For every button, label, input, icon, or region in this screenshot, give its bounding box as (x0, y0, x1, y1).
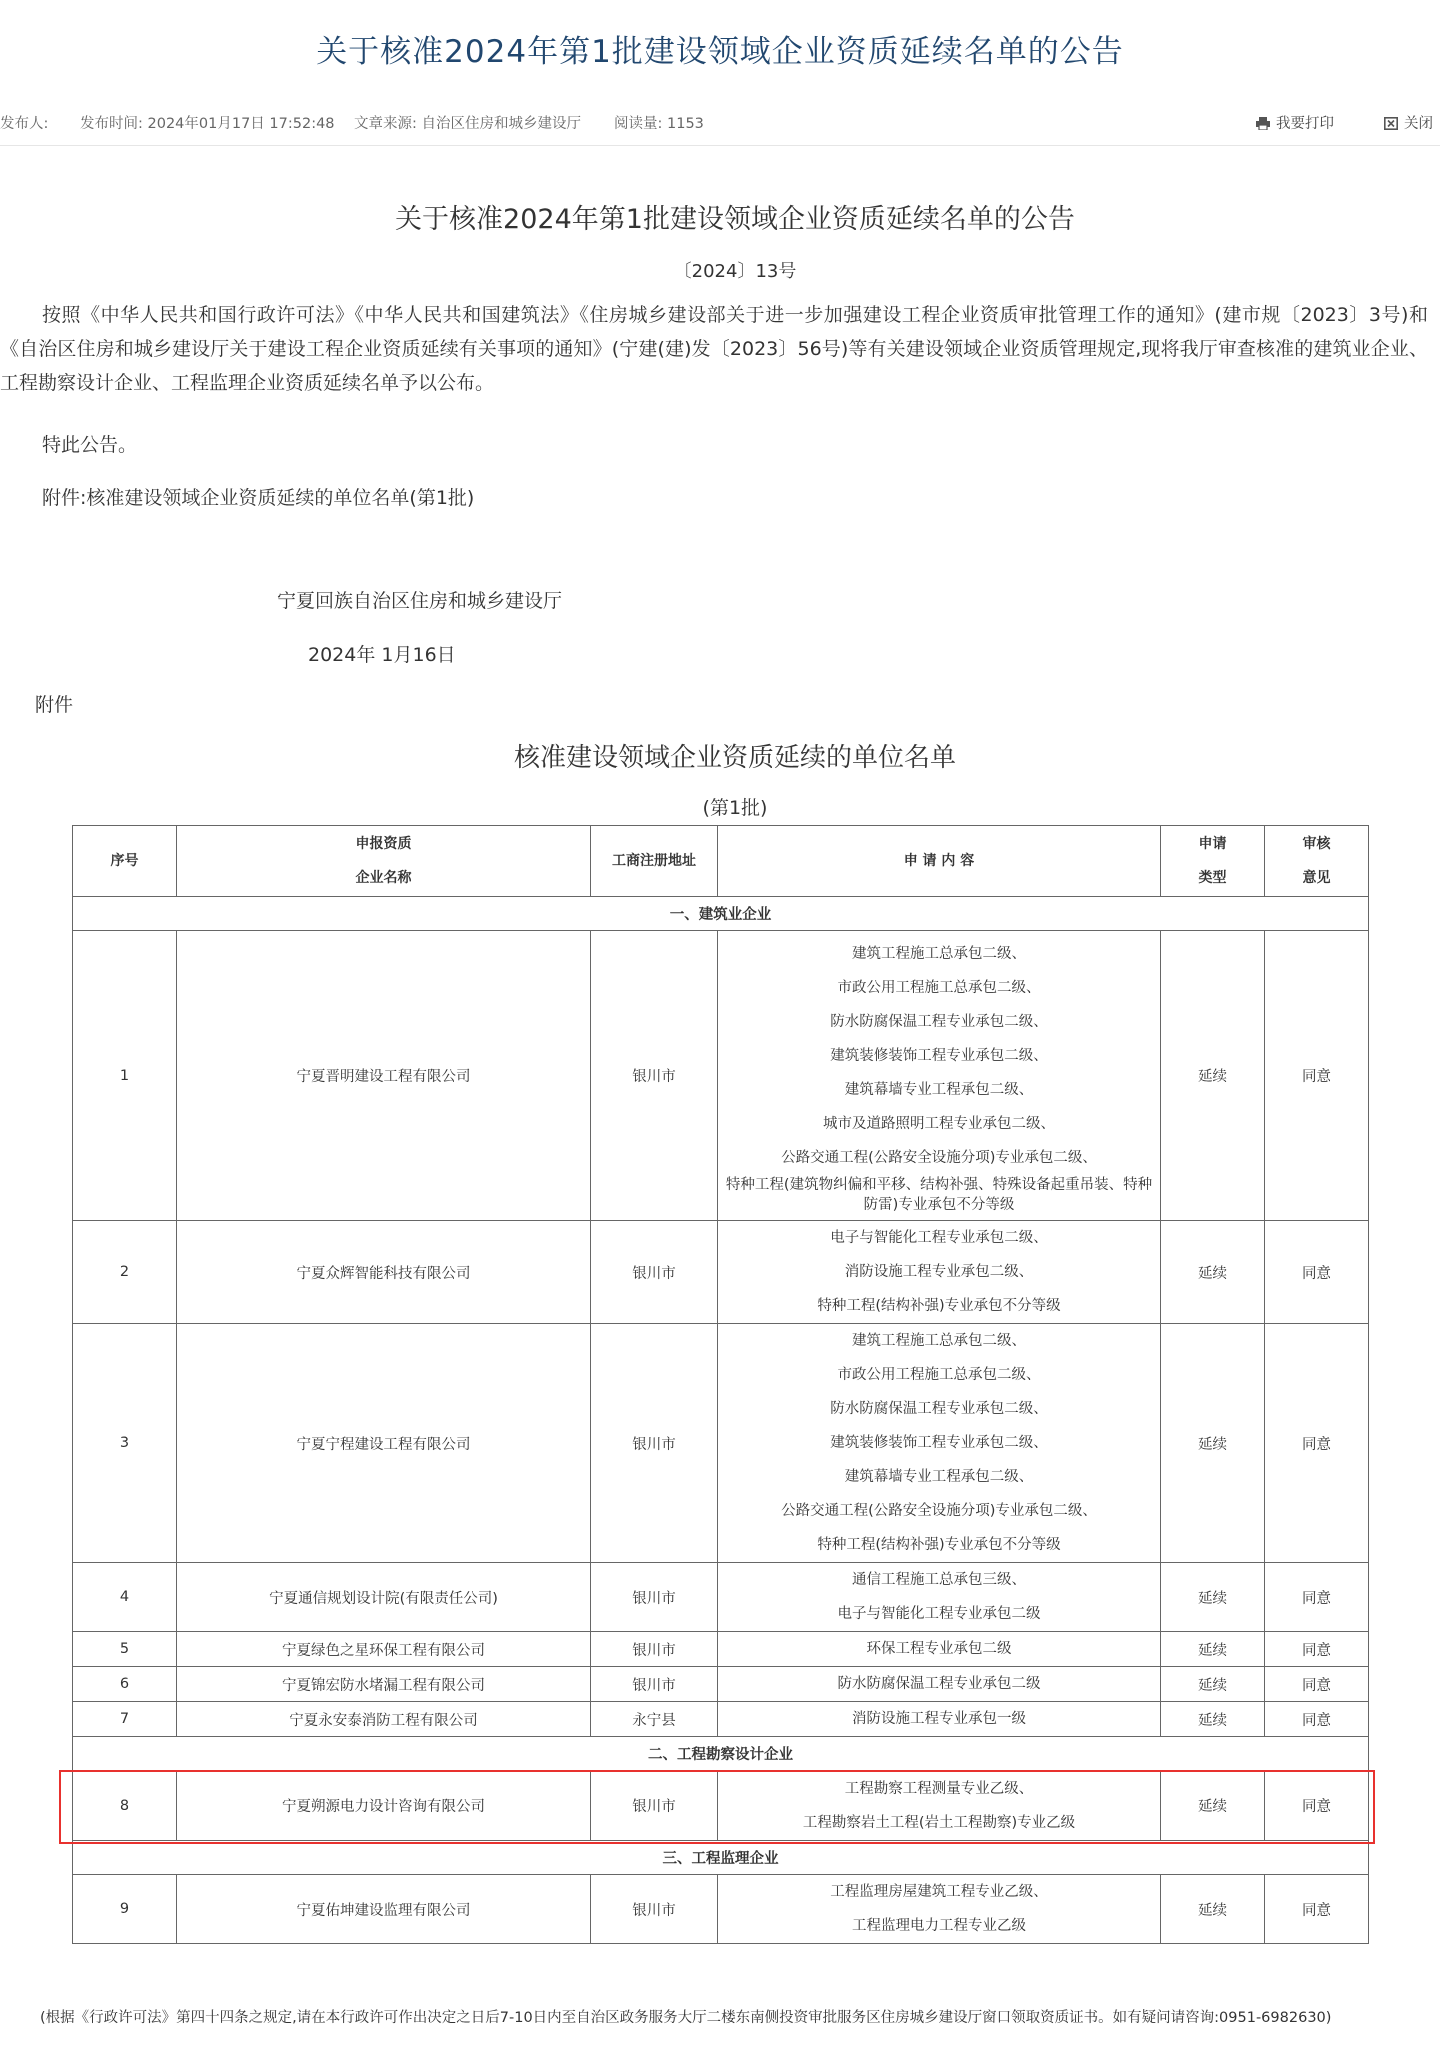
cell-no: 7 (73, 1702, 177, 1737)
cell-address: 银川市 (591, 931, 718, 1221)
content-line: 防水防腐保温工程专业承包二级 (837, 1676, 1041, 1692)
cell-type: 延续 (1161, 1667, 1265, 1702)
cell-content (718, 1702, 1161, 1737)
printer-icon (1256, 117, 1270, 130)
cell-company: 宁夏通信规划设计院(有限责任公司) (177, 1563, 591, 1632)
cell-address: 银川市 (591, 1324, 718, 1563)
cell-opinion: 同意 (1265, 1875, 1369, 1944)
content-line: 市政公用工程施工总承包二级、 (837, 979, 1041, 996)
document-number: 〔2024〕13号 (673, 261, 797, 282)
cell-content (718, 1632, 1161, 1667)
cell-content (718, 931, 1161, 1221)
cell-company: 宁夏永安泰消防工程有限公司 (177, 1702, 591, 1737)
cell-company: 宁夏朔源电力设计咨询有限公司 (177, 1771, 591, 1841)
cell-type: 延续 (1161, 1221, 1265, 1324)
cell-address: 银川市 (591, 1875, 718, 1944)
cell-no: 2 (73, 1221, 177, 1324)
cell-content (718, 1563, 1161, 1632)
header-company: 申报资质 企业名称 (177, 826, 591, 897)
table-row (73, 1771, 1369, 1841)
cell-opinion: 同意 (1265, 931, 1369, 1221)
qualification-table (72, 825, 1369, 1944)
cell-no: 3 (73, 1324, 177, 1563)
content-line: 特种工程(结构补强)专业承包不分等级 (817, 1537, 1061, 1553)
table-row (73, 1221, 1369, 1324)
publish-time: 发布时间: 2024年01月17日 17:52:48 (80, 116, 335, 132)
header-address: 工商注册地址 (591, 826, 718, 897)
content-line: 电子与智能化工程专业承包二级、 (830, 1230, 1048, 1246)
cell-company: 宁夏众辉智能科技有限公司 (177, 1221, 591, 1324)
table-row (73, 1563, 1369, 1632)
print-label: 我要打印 (1276, 116, 1334, 132)
section-row (73, 1841, 1369, 1875)
section-title: 二、工程勘察设计企业 (73, 1737, 1369, 1771)
cell-company: 宁夏宁程建设工程有限公司 (177, 1324, 591, 1563)
cell-opinion: 同意 (1265, 1667, 1369, 1702)
table-row (73, 1875, 1369, 1944)
cell-type: 延续 (1161, 931, 1265, 1221)
cell-content (718, 1667, 1161, 1702)
close-button[interactable] (1384, 112, 1433, 133)
cell-address: 银川市 (591, 1667, 718, 1702)
header-type: 申请 类型 (1161, 826, 1265, 897)
cell-company: 宁夏锦宏防水堵漏工程有限公司 (177, 1667, 591, 1702)
table-row (73, 1667, 1369, 1702)
article-source: 文章来源: 自治区住房和城乡建设厅 (354, 116, 581, 132)
table-row (73, 1702, 1369, 1737)
content-line: 建筑装修装饰工程专业承包二级、 (830, 1435, 1048, 1451)
list-title: 核准建设领域企业资质延续的单位名单 (513, 743, 956, 773)
cell-content (718, 1324, 1161, 1563)
print-button[interactable] (1256, 112, 1334, 133)
content-line: 建筑幕墙专业工程承包二级、 (844, 1469, 1034, 1485)
content-line: 城市及道路照明工程专业承包二级、 (823, 1115, 1055, 1132)
section-title: 三、工程监理企业 (73, 1841, 1369, 1875)
cell-opinion: 同意 (1265, 1324, 1369, 1563)
cell-address: 银川市 (591, 1632, 718, 1667)
document-body: 按照《中华人民共和国行政许可法》《中华人民共和国建筑法》《住房城乡建设部关于进一步加强建设工程企业资质审批管理工作的通知》(建市规〔2023〕3号)和《自治区住房和城乡建设厅关于建设工程企业资质延续有关事项的通知》(宁建(建)发〔2023〕56号)等有关建设领域企业资质管理规定,现将我厅审查核准的建筑业企业、工程勘察设计企业、工程监理企业资质延续名单予以公布。 (0, 304, 1428, 394)
cell-no: 6 (73, 1667, 177, 1702)
content-line: 工程勘察岩土工程(岩土工程勘察)专业乙级 (802, 1814, 1076, 1831)
content-line: 工程监理房屋建筑工程专业乙级、 (830, 1884, 1048, 1900)
content-line: 特种工程(建筑物纠偏和平移、结构补强、特殊设备起重吊装、特种防雷)专业承包不分等级 (725, 1176, 1153, 1213)
cell-no: 9 (73, 1875, 177, 1944)
cell-content (718, 1771, 1161, 1841)
cell-opinion: 同意 (1265, 1702, 1369, 1737)
section-title: 一、建筑业企业 (73, 897, 1369, 931)
content-line: 市政公用工程施工总承包二级、 (837, 1367, 1041, 1383)
issuer: 宁夏回族自治区住房和城乡建设厅 (277, 590, 563, 612)
close-icon (1384, 117, 1398, 130)
cell-address: 银川市 (591, 1563, 718, 1632)
header-no: 序号 (73, 826, 177, 897)
cell-address: 银川市 (591, 1221, 718, 1324)
content-line: 电子与智能化工程专业承包二级 (837, 1606, 1041, 1622)
table-row (73, 1324, 1369, 1563)
table-row (73, 931, 1369, 1221)
content-line: 通信工程施工总承包三级、 (852, 1572, 1026, 1588)
cell-no: 1 (73, 931, 177, 1221)
cell-company: 宁夏绿色之星环保工程有限公司 (177, 1632, 591, 1667)
read-count: 阅读量: 1153 (614, 116, 704, 132)
content-line: 建筑装修装饰工程专业承包二级、 (830, 1047, 1048, 1064)
cell-type: 延续 (1161, 1875, 1265, 1944)
footnote: (根据《行政许可法》第四十四条之规定,请在本行政许可作出决定之日后7-10日内至自治区政务服务大厅二楼东南侧投资审批服务区住房城乡建设厅窗口领取资质证书。如有疑问请咨询:0951-6982630) (40, 2010, 1332, 2026)
page-title: 关于核准2024年第1批建设领域企业资质延续名单的公告 (316, 34, 1124, 70)
cell-type: 延续 (1161, 1563, 1265, 1632)
cell-no: 4 (73, 1563, 177, 1632)
cell-type: 延续 (1161, 1771, 1265, 1841)
list-batch: (第1批) (702, 797, 768, 819)
header-opinion: 审核 意见 (1265, 826, 1369, 897)
table-header-row (73, 826, 1369, 897)
content-line: 公路交通工程(公路安全设施分项)专业承包二级、 (781, 1149, 1097, 1166)
issue-date: 2024年 1月16日 (308, 644, 456, 666)
cell-no: 5 (73, 1632, 177, 1667)
close-label: 关闭 (1404, 116, 1433, 132)
cell-opinion: 同意 (1265, 1221, 1369, 1324)
cell-content (718, 1221, 1161, 1324)
article-meta-bar (0, 108, 1440, 138)
attachment-line: 附件:核准建设领域企业资质延续的单位名单(第1批) (42, 487, 475, 509)
content-line: 建筑工程施工总承包二级、 (852, 1333, 1026, 1349)
cell-content (718, 1875, 1161, 1944)
content-line: 公路交通工程(公路安全设施分项)专业承包二级、 (781, 1503, 1097, 1519)
content-line: 防水防腐保温工程专业承包二级、 (830, 1013, 1048, 1030)
content-line: 建筑幕墙专业工程承包二级、 (844, 1081, 1034, 1098)
table-row (73, 1632, 1369, 1667)
content-line: 工程监理电力工程专业乙级 (852, 1918, 1026, 1934)
document-title: 关于核准2024年第1批建设领域企业资质延续名单的公告 (395, 204, 1075, 235)
content-line: 消防设施工程专业承包一级 (852, 1711, 1026, 1727)
publisher-label: 发布人: (0, 116, 49, 132)
cell-opinion: 同意 (1265, 1563, 1369, 1632)
content-line: 消防设施工程专业承包二级、 (844, 1264, 1034, 1280)
section-row (73, 1737, 1369, 1771)
cell-type: 延续 (1161, 1324, 1265, 1563)
header-content: 申 请 内 容 (718, 826, 1161, 897)
cell-address: 永宁县 (591, 1702, 718, 1737)
content-line: 建筑工程施工总承包二级、 (852, 945, 1026, 962)
section-row (73, 897, 1369, 931)
cell-type: 延续 (1161, 1702, 1265, 1737)
appendix-label: 附件 (35, 694, 74, 716)
content-line: 工程勘察工程测量专业乙级、 (844, 1780, 1034, 1797)
cell-address: 银川市 (591, 1771, 718, 1841)
header-divider (0, 145, 1440, 146)
cell-no: 8 (73, 1771, 177, 1841)
cell-type: 延续 (1161, 1632, 1265, 1667)
cell-opinion: 同意 (1265, 1632, 1369, 1667)
cell-company: 宁夏晋明建设工程有限公司 (177, 931, 591, 1221)
notice-line: 特此公告。 (42, 434, 138, 456)
content-line: 特种工程(结构补强)专业承包不分等级 (817, 1298, 1061, 1314)
cell-opinion: 同意 (1265, 1771, 1369, 1841)
content-line: 防水防腐保温工程专业承包二级、 (830, 1401, 1048, 1417)
cell-company: 宁夏佑坤建设监理有限公司 (177, 1875, 591, 1944)
content-line: 环保工程专业承包二级 (866, 1641, 1012, 1657)
